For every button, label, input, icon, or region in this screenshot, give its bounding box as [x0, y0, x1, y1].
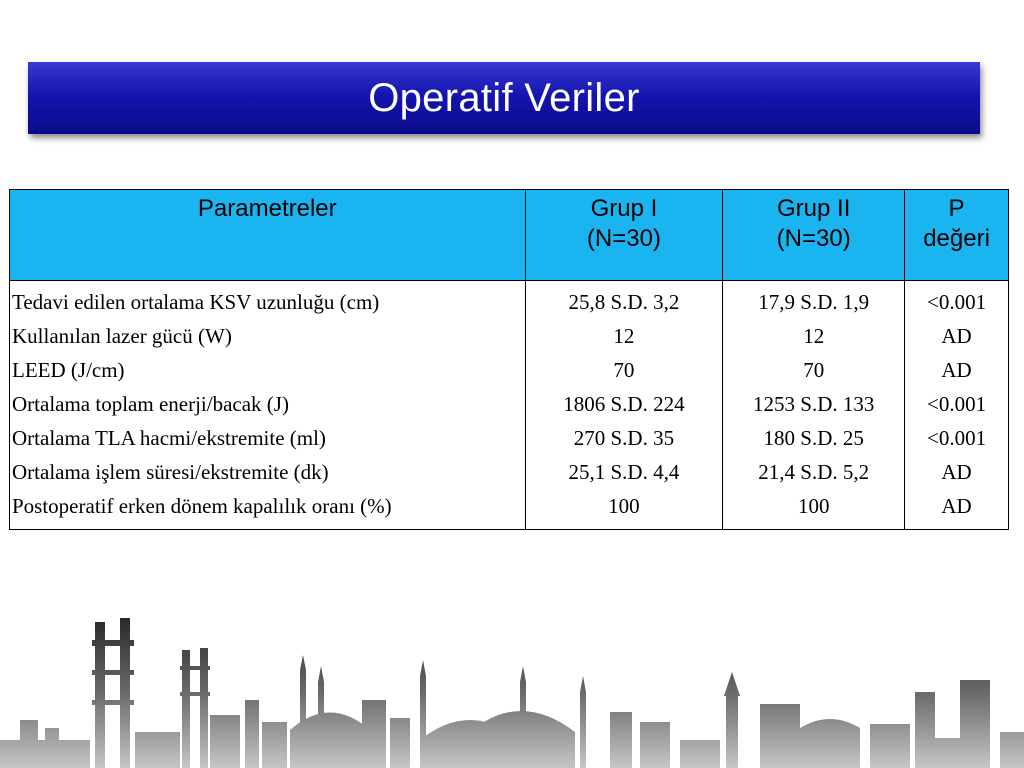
param-cell: LEED (J/cm): [12, 358, 125, 382]
istanbul-skyline-icon: [0, 600, 1024, 768]
header-p-degeri: P değeri: [905, 190, 1009, 281]
p-value-cell: AD: [941, 324, 972, 348]
grup-1-cell: 100: [608, 494, 640, 518]
header-parametreler: Parametreler: [10, 190, 526, 281]
grup-1-cell: 270 S.D. 35: [573, 426, 675, 450]
p-value-cell: <0.001: [927, 392, 987, 416]
grup-2-cell: 21,4 S.D. 5,2: [758, 460, 870, 484]
param-cell: Ortalama TLA hacmi/ekstremite (ml): [12, 426, 326, 450]
p-value-column: [905, 281, 1009, 530]
param-cell: Ortalama işlem süresi/ekstremite (dk): [12, 460, 329, 484]
grup-2-cell: 12: [803, 324, 825, 348]
grup-1-cell: 70: [613, 358, 635, 382]
p-value-cell: AD: [941, 494, 972, 518]
grup-2-cell: 1253 S.D. 133: [753, 392, 875, 416]
param-cell: Kullanılan lazer gücü (W): [12, 324, 232, 348]
grup-1-cell: 12: [613, 324, 635, 348]
header-grup-2: Grup II (N=30): [723, 190, 905, 281]
grup-1-cell: 1806 S.D. 224: [563, 392, 685, 416]
slide-title: Operatif Veriler: [368, 75, 640, 120]
p-value-cell: <0.001: [927, 426, 987, 450]
grup-2-cell: 100: [797, 494, 830, 518]
grup-2-column: [723, 281, 905, 530]
table-header-row: [10, 190, 1009, 281]
header-grup-1: Grup I (N=30): [525, 190, 723, 281]
p-value-cell: <0.001: [927, 290, 987, 314]
p-value-cell: AD: [941, 358, 972, 382]
title-bar: [28, 62, 980, 134]
grup-2-cell: 70: [803, 358, 825, 382]
param-column: [10, 281, 526, 530]
param-cell: Tedavi edilen ortalama KSV uzunluğu (cm): [12, 290, 380, 314]
grup-1-cell: 25,8 S.D. 3,2: [568, 290, 680, 314]
operative-data-table: [9, 189, 1009, 530]
grup-1-column: [525, 281, 723, 530]
param-cell: Postoperatif erken dönem kapalılık oranı (%): [12, 494, 392, 518]
table-body-row: [10, 281, 1009, 530]
grup-2-cell: 17,9 S.D. 1,9: [758, 290, 870, 314]
param-cell: Ortalama toplam enerji/bacak (J): [12, 392, 289, 416]
grup-1-cell: 25,1 S.D. 4,4: [568, 460, 680, 484]
grup-2-cell: 180 S.D. 25: [763, 426, 864, 450]
p-value-cell: AD: [941, 460, 972, 484]
